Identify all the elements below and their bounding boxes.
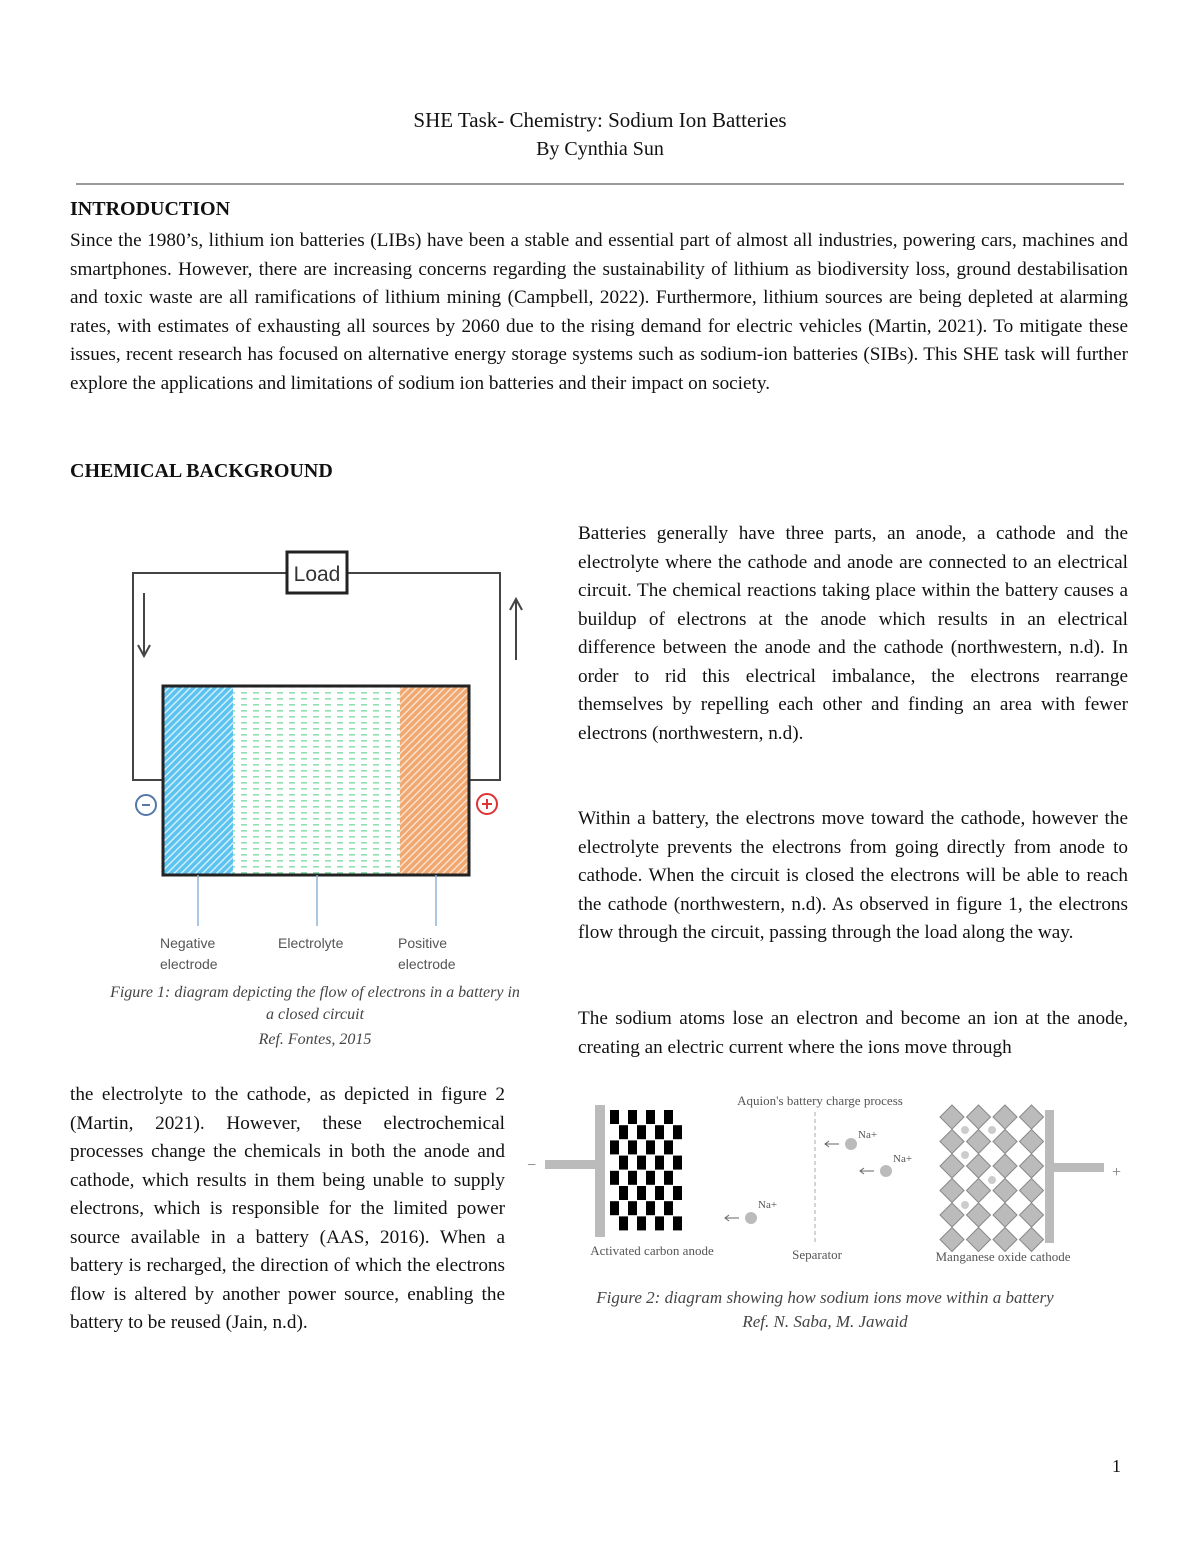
separator-label: Separator [792,1247,842,1262]
checker-square [619,1156,628,1170]
checker-square [637,1125,646,1139]
checker-square [673,1186,682,1200]
sodium-ions [725,1129,912,1224]
checker-square [673,1216,682,1230]
lattice-diamond [940,1179,964,1203]
cathode-plate [1045,1110,1054,1243]
lattice-diamond [940,1105,964,1129]
electrolyte-label: Electrolyte [278,935,344,951]
lattice-sodium-site [960,1125,970,1135]
checker-square [628,1140,637,1154]
lattice-diamond [1020,1179,1044,1203]
checker-square [646,1201,655,1215]
plus-terminal-label: + [1112,1164,1122,1181]
right-column-paragraph-1: Batteries generally have three parts, an anode, a cathode and the electrolyte where the cathode and anode are connected to an electrical circuit. The chemical reactions taking place within the battery causes a buildup of electrons at the anode which results in an electrical difference between the anode and the cathode (northwestern, n.d). In order to rid this electrical imbalance, the electrons rearrange themselves by repelling each other and finding an area with fewer electrons (northwestern, n.d). [578,523,1128,744]
checker-square [673,1156,682,1170]
checker-square [610,1171,619,1185]
lattice-sodium-site [987,1125,997,1135]
right-column-paragraph-3: The sodium atoms lose an electron and become an ion at the anode, creating an electric current where the ions move through [578,1008,1128,1058]
checker-square [628,1171,637,1185]
checker-square [664,1140,673,1154]
carbon-anode-checkerboard [610,1110,682,1230]
checker-square [646,1140,655,1154]
plus-terminal-icon [477,794,497,814]
figure-2-caption [540,1286,1110,1334]
sodium-ion [745,1212,757,1224]
checker-square [610,1140,619,1154]
right-column-paragraph-2: Within a battery, the electrons move toward the cathode, however the electrolyte prevents the electrons from going directly from anode to cathode. When the circuit is closed the electrons will be able to reach the cathode (northwestern, n.d). As observed in figure 1, the electrons flow through the circuit, passing through the load along the way. [578,808,1128,943]
lattice-diamond [940,1228,964,1252]
lattice-sodium-site [960,1150,970,1160]
positive-electrode-label [398,933,456,975]
lattice-diamond [1020,1228,1044,1252]
lattice-diamond [993,1228,1017,1252]
checker-square [619,1125,628,1139]
figure-1-leader-lines-lower [190,900,450,926]
lattice-diamond [1020,1203,1044,1227]
checker-square [655,1156,664,1170]
negative-electrode-label [160,933,218,975]
lattice-diamond [993,1203,1017,1227]
positive-electrode [400,686,469,875]
manganese-oxide-lattice [940,1105,1044,1252]
checker-square [664,1171,673,1185]
load-label: Load [293,563,341,586]
document-title: SHE Task- Chemistry: Sodium Ion Batteries [413,108,787,132]
page-number: 1 [1112,1456,1121,1476]
figure-1-caption [70,982,560,1051]
checker-square [637,1156,646,1170]
electron-flow-up-arrow [510,599,522,660]
label-line: electrode [398,956,456,972]
anode-label: Activated carbon anode [590,1243,714,1258]
electrolyte-region [233,686,400,875]
checker-square [664,1110,673,1124]
negative-electrode [163,686,233,875]
caption-line: a closed circuit [265,1006,365,1023]
introduction-paragraph: Since the 1980’s, lithium ion batteries (LIBs) have been a stable and essential part of almost all industries, powering cars, machines and smartphones. However, there are increasing concerns regarding the sustainability of lithium as biodiversity loss, ground destabilisation and toxic waste are all ramifications of lithium mining (Campbell, 2022). Furthermore, lithium sources are being depleted at alarming rates, with estimates of exhausting all sources by 2060 due to the rising demand for electric vehicles (Martin, 2021). To mitigate these issues, recent research has focused on alternative energy storage systems such as sodium-ion batteries (SIBs). This SHE task will further explore the applications and limitations of sodium ion batteries and their impact on society. [70,230,1128,394]
figure-1-reference: Ref. Fontes, 2015 [258,1031,372,1048]
label-leader-lines [198,875,436,900]
lattice-sodium-site [987,1175,997,1185]
lattice-diamond [967,1228,991,1252]
minus-terminal-label: − [527,1157,537,1174]
figure-1-battery-diagram [85,540,545,900]
minus-terminal-icon [136,795,156,815]
checker-square [637,1216,646,1230]
lattice-diamond [1020,1105,1044,1129]
checker-square [628,1110,637,1124]
lattice-diamond [993,1105,1017,1129]
sodium-ion-label: Na+ [858,1129,878,1141]
lattice-sodium-site [960,1200,970,1210]
lattice-diamond [1020,1130,1044,1154]
checker-square [673,1125,682,1139]
checker-square [655,1125,664,1139]
author-byline: By Cynthia Sun [536,138,664,160]
label-line: Positive [398,935,448,951]
figure-2-title: Aquion's battery charge process [737,1093,903,1108]
checker-square [655,1186,664,1200]
sodium-ion-label: Na+ [893,1153,913,1165]
left-column-paragraph: the electrolyte to the cathode, as depicted in figure 2 (Martin, 2021). However, these electrochemical processes change the chemicals in both the anode and cathode, which results in them being unable to supply electrons, which is responsible for the limited power source available in a battery (AAS, 2016). When a battery is recharged, the direction of which the electrons flow is altered by another power source, enabling the battery to be reused (Jain, n.d). [70,1084,505,1333]
caption-line: Figure 2: diagram showing how sodium ions move within a battery [596,1288,1054,1307]
checker-square [628,1201,637,1215]
figure-2-sodium-ion-diagram [520,1085,1140,1275]
cathode-terminal-bar [1054,1163,1104,1172]
cathode-label: Manganese oxide cathode [935,1249,1071,1264]
label-line: Negative [160,935,216,951]
anode-terminal-bar [545,1160,595,1169]
checker-square [610,1201,619,1215]
caption-line: Figure 1: diagram depicting the flow of electrons in a battery in [110,984,520,1001]
checker-square [664,1201,673,1215]
electron-flow-down-arrow [138,593,150,656]
checker-square [619,1186,628,1200]
checker-square [646,1171,655,1185]
sodium-ion-label: Na+ [758,1199,778,1211]
lattice-diamond [1020,1154,1044,1178]
checker-square [646,1110,655,1124]
introduction-heading: INTRODUCTION [70,198,231,220]
chemical-background-heading: CHEMICAL BACKGROUND [70,460,333,482]
sodium-ion [845,1138,857,1150]
sodium-ion [880,1165,892,1177]
checker-square [610,1110,619,1124]
checker-square [619,1216,628,1230]
checker-square [637,1186,646,1200]
lattice-diamond [993,1154,1017,1178]
label-line: electrode [160,956,218,972]
lattice-diamond [967,1105,991,1129]
checker-square [655,1216,664,1230]
anode-plate [595,1105,605,1237]
header-divider [76,183,1124,185]
figure-2-reference: Ref. N. Saba, M. Jawaid [742,1312,908,1331]
